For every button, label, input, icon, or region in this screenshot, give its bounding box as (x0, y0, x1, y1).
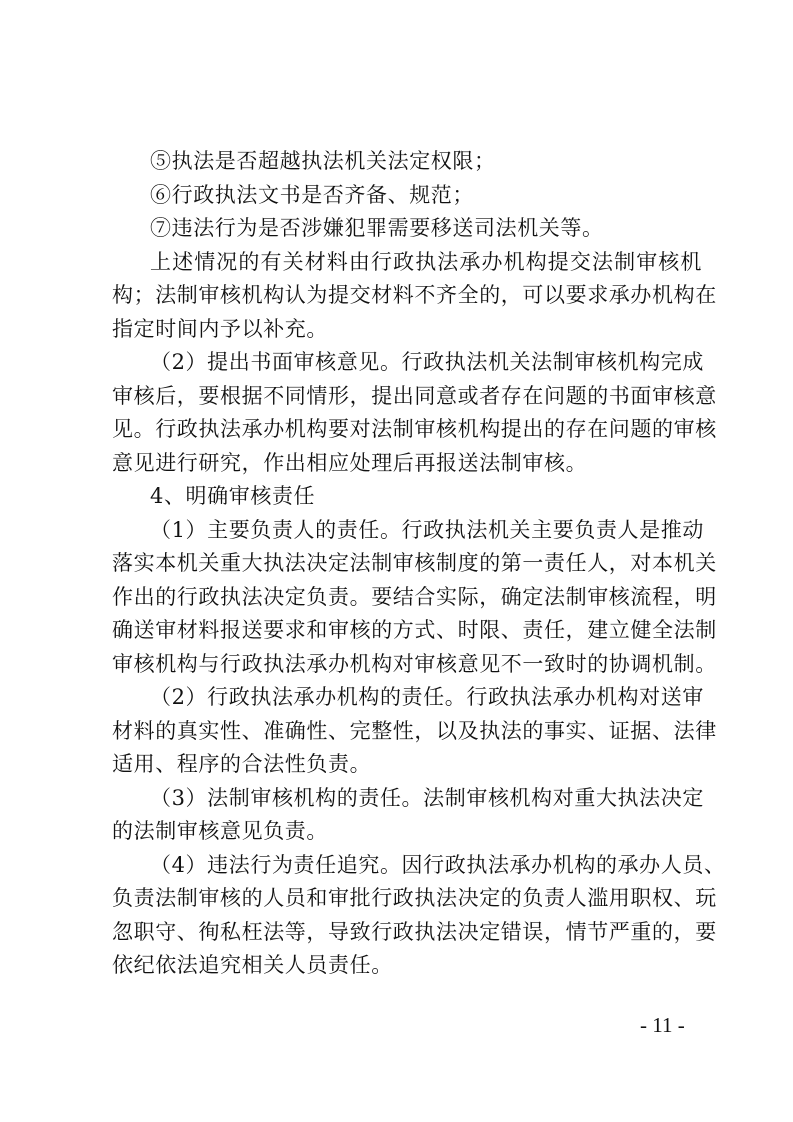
text-line: 见。行政执法承办机构要对法制审核机构提出的存在问题的审核 (112, 417, 717, 441)
text-line: 构；法制审核机构认为提交材料不齐全的，可以要求承办机构在 (112, 283, 717, 307)
text-line: 的法制审核意见负责。 (112, 819, 328, 843)
document-body (112, 145, 726, 983)
text-line: （1）主要负责人的责任。行政执法机关主要负责人是推动 (150, 517, 704, 542)
text-line: 意见进行研究，作出相应处理后再报送法制审核。 (112, 450, 588, 475)
text-line: 作出的行政执法决定负责。要结合实际，确定法制审核流程，明 (112, 584, 717, 609)
text-line: 忽职守、徇私枉法等，导致行政执法决定错误，情节严重的，要 (112, 919, 717, 944)
text-line: 落实本机关重大执法决定法制审核制度的第一责任人，对本机关 (112, 551, 717, 575)
text-line: 上述情况的有关材料由行政执法承办机构提交法制审核机 (150, 249, 702, 274)
text-line: 审核后，要根据不同情形，提出同意或者存在问题的书面审核意 (112, 383, 717, 408)
text-line: （2）行政执法承办机构的责任。行政执法承办机构对送审 (150, 685, 704, 709)
page-number: - 11 - (640, 1013, 685, 1037)
text-line: 4、明确审核责任 (150, 484, 316, 508)
text-line: ⑦违法行为是否涉嫌犯罪需要移送司法机关等。 (150, 216, 604, 240)
text-line: 依纪依法追究相关人员责任。 (112, 953, 393, 977)
text-line: 材料的真实性、准确性、完整性，以及执法的事实、证据、法律 (112, 718, 717, 743)
text-line: （4）违法行为责任追究。因行政执法承办机构的承办人员、 (150, 852, 726, 877)
text-line: 审核机构与行政执法承办机构对审核意见不一致时的协调机制。 (112, 651, 717, 676)
text-line: 确送审材料报送要求和审核的方式、时限、责任，建立健全法制 (112, 618, 717, 642)
text-line: 负责法制审核的人员和审批行政执法决定的负责人滥用职权、玩 (112, 886, 717, 910)
text-line: ⑤执法是否超越执法机关法定权限； (150, 149, 496, 173)
text-line: 指定时间内予以补充。 (112, 316, 328, 341)
text-line: （2）提出书面审核意见。行政执法机关法制审核机构完成 (150, 350, 704, 374)
text-line: ⑥行政执法文书是否齐备、规范； (150, 182, 474, 207)
text-line: （3）法制审核机构的责任。法制审核机构对重大执法决定 (150, 785, 704, 810)
text-line: 适用、程序的合法性负责。 (112, 752, 372, 776)
